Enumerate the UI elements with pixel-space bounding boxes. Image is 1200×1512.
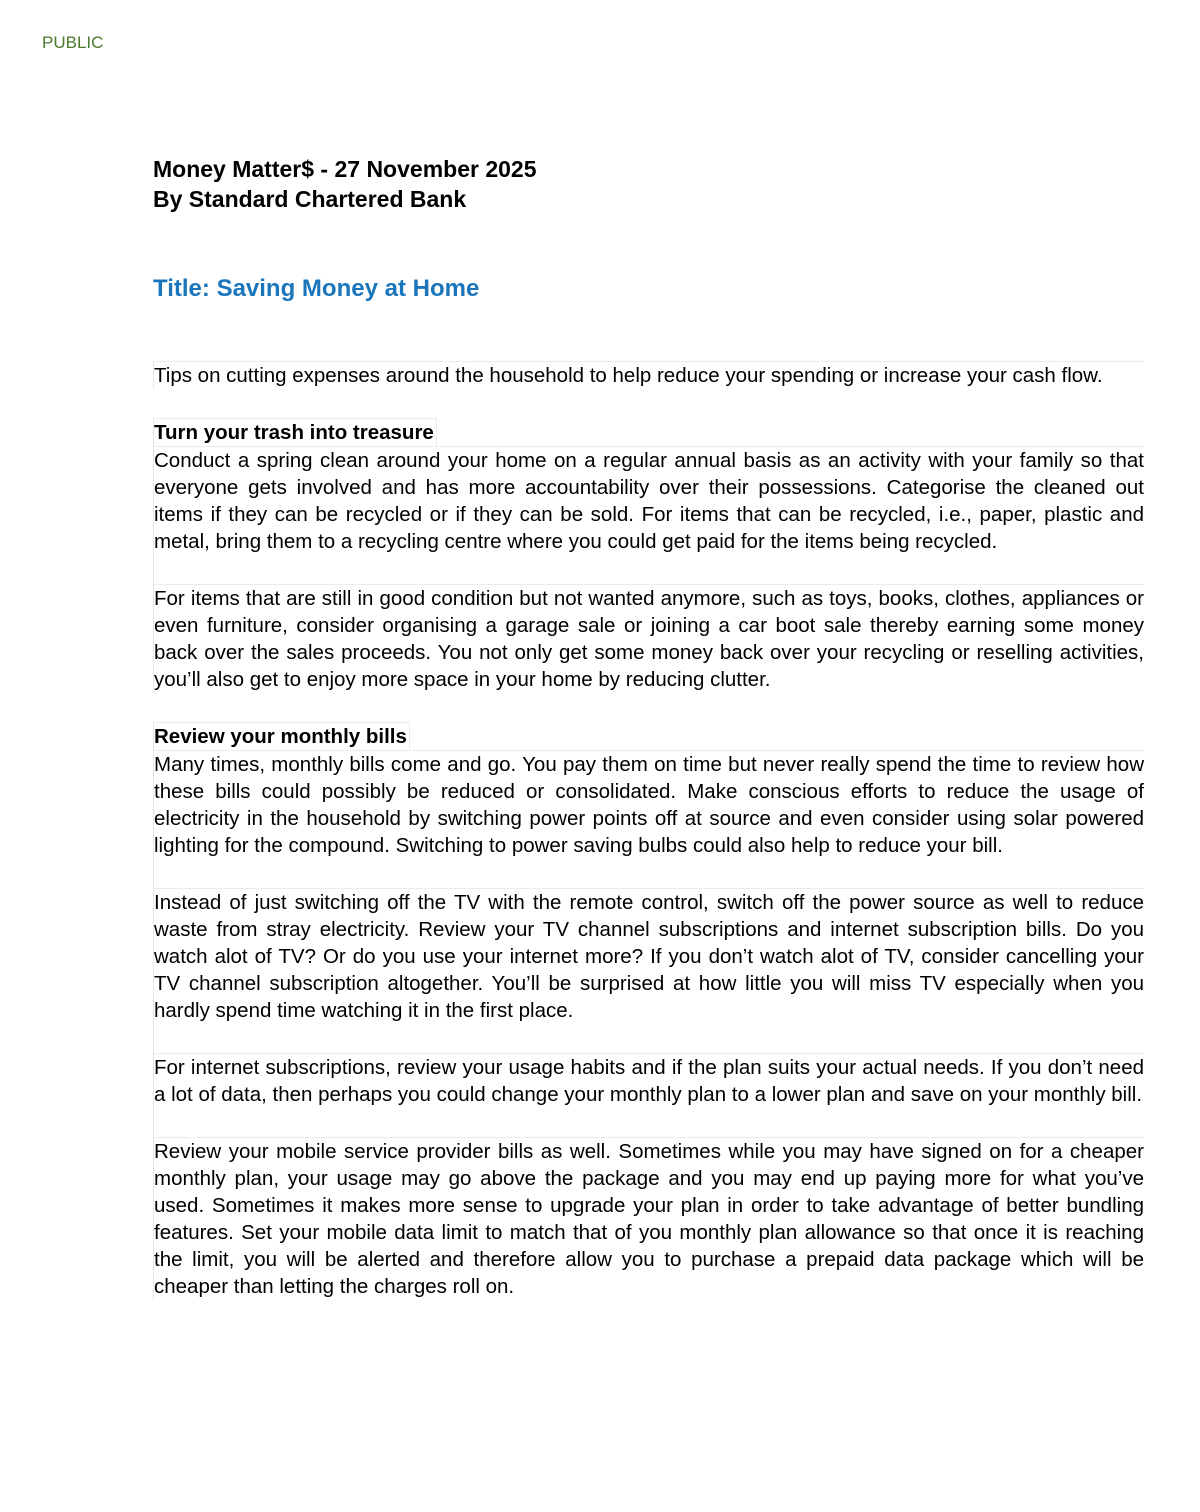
paragraph: Conduct a spring clean around your home on a regular annual basis as an activity with your family so that everyone gets involved and has more accountability over their possessions. Categorise the cleaned out items if they can be recycled or if they can be sold. For items that can be recycled, i.e., paper, plastic and metal, bring them to a recycling centre where you could get paid for the items being recycled.: [154, 446, 1144, 555]
paragraph: Review your mobile service provider bills as well. Sometimes while you may have signed on for a cheaper monthly plan, your usage may go above the package and you may end up paying more for what you’ve used. Sometimes it makes more sense to upgrade your plan in order to take advantage of better bundling features. Set your mobile data limit to match that of you monthly plan allowance so that once it is reaching the limit, you will be alerted and therefore allow you to purchase a prepaid data package which will be cheaper than letting the charges roll on.: [154, 1137, 1144, 1300]
masthead-date-line: Money Matter$ - 27 November 2025: [153, 156, 537, 182]
paragraph: Instead of just switching off the TV with the remote control, switch off the power source as well to reduce waste from stray electricity. Review your TV channel subscriptions and internet subscription bills. Do you watch alot of TV? Or do you use your internet more? If you don’t watch alot of TV, consider cancelling your TV channel subscription altogether. You’ll be surprised at how little you will miss TV especially when you hardly spend time watching it in the first place.: [154, 888, 1144, 1024]
article-title: Title: Saving Money at Home: [153, 275, 480, 302]
section-review-monthly-bills: [153, 722, 1144, 1300]
paragraph: For items that are still in good condition but not wanted anymore, such as toys, books, clothes, appliances or even furniture, consider organising a garage sale or joining a car boot sale thereby earning some money back over the sales proceeds. You not only get some money back over your recycling or reselling activities, you’ll also get to enjoy more space in your home by reducing clutter.: [154, 584, 1144, 693]
paragraph: Many times, monthly bills come and go. You pay them on time but never really spend the time to review how these bills could possibly be reduced or consolidated. Make conscious efforts to reduce the usage of electricity in the household by switching power points off at source and even consider using solar powered lighting for the compound. Switching to power saving bulbs could also help to reduce your bill.: [154, 750, 1144, 859]
paragraph: For internet subscriptions, review your usage habits and if the plan suits your actual needs. If you don’t need a lot of data, then perhaps you could change your monthly plan to a lower plan and save on your monthly bill.: [154, 1053, 1144, 1108]
masthead-byline: By Standard Chartered Bank: [153, 186, 467, 212]
intro-paragraph: Tips on cutting expenses around the household to help reduce your spending or increase your cash flow.: [154, 361, 1144, 389]
document-page: [153, 154, 1144, 1300]
intro-block: [153, 361, 1144, 389]
masthead: [153, 154, 1144, 214]
classification-label: PUBLIC: [42, 33, 104, 52]
section-trash-to-treasure: [153, 418, 1144, 693]
section-heading: Turn your trash into treasure: [154, 418, 437, 446]
section-heading: Review your monthly bills: [154, 722, 410, 750]
